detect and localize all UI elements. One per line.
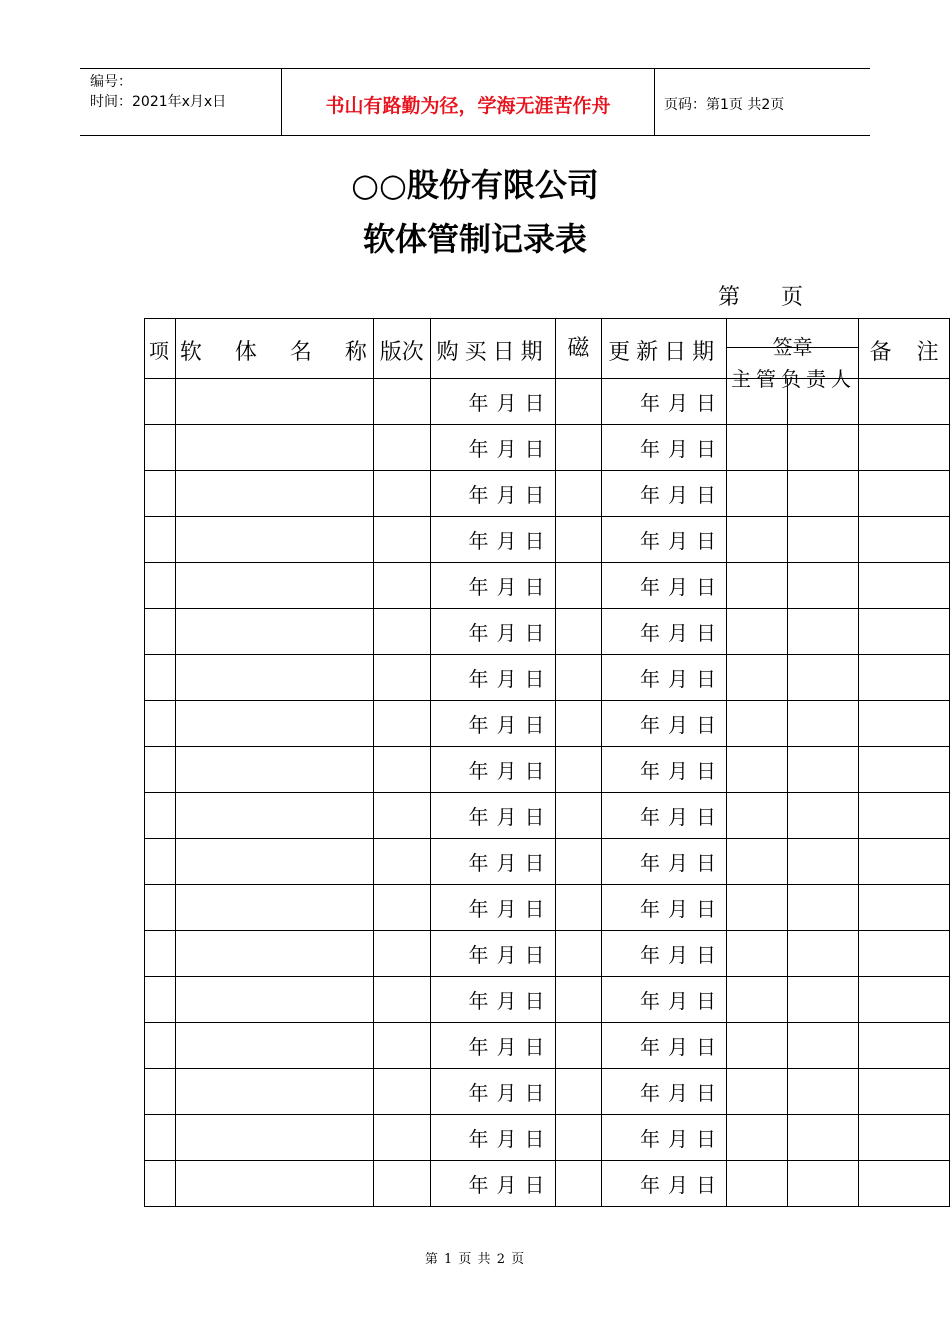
update-date-cell[interactable]: 年月日 [602, 1115, 727, 1161]
update-date-cell[interactable]: 年月日 [602, 839, 727, 885]
purchase-date-cell[interactable]: 年月日 [430, 425, 555, 471]
company-title: ○○股份有限公司 [351, 166, 599, 204]
col-header-software-name: 软 体 名 称 [175, 319, 373, 379]
responsible-signature-cell[interactable] [788, 1069, 859, 1115]
supervisor-signature-cell[interactable] [727, 1161, 788, 1207]
update-date-cell[interactable]: 年月日 [602, 563, 727, 609]
item-cell[interactable] [145, 701, 176, 747]
disk-cell[interactable] [555, 747, 602, 793]
header-meta [90, 72, 226, 112]
purchase-date-cell[interactable]: 年月日 [430, 563, 555, 609]
item-cell[interactable] [145, 517, 176, 563]
page-number-suffix: 页 [781, 285, 805, 310]
disk-cell[interactable] [555, 931, 602, 977]
update-date-cell[interactable]: 年月日 [602, 1069, 727, 1115]
remarks-cell[interactable] [859, 793, 950, 839]
update-date-cell[interactable]: 年月日 [602, 379, 727, 425]
responsible-signature-cell[interactable] [788, 747, 859, 793]
purchase-date-cell[interactable]: 年月日 [430, 701, 555, 747]
disk-cell[interactable] [555, 517, 602, 563]
item-cell[interactable] [145, 977, 176, 1023]
software-name-cell[interactable] [175, 1161, 373, 1207]
disk-cell[interactable] [555, 1115, 602, 1161]
table-row [145, 1069, 950, 1115]
item-cell[interactable] [145, 655, 176, 701]
remarks-cell[interactable] [859, 425, 950, 471]
form-title: 软体管制记录表 [362, 220, 587, 258]
software-name-cell[interactable] [175, 379, 373, 425]
disk-cell[interactable] [555, 793, 602, 839]
software-name-cell[interactable] [175, 609, 373, 655]
update-date-cell[interactable]: 年月日 [602, 1161, 727, 1207]
update-date-cell[interactable]: 年月日 [602, 517, 727, 563]
update-date-cell[interactable]: 年月日 [602, 1023, 727, 1069]
version-cell[interactable] [373, 379, 430, 425]
disk-cell[interactable] [555, 563, 602, 609]
page-number-field [718, 280, 804, 311]
supervisor-signature-cell[interactable] [727, 1115, 788, 1161]
col-header-disk: 磁 [555, 319, 602, 379]
version-cell[interactable] [373, 517, 430, 563]
remarks-cell[interactable] [859, 563, 950, 609]
software-control-table [144, 318, 950, 1207]
version-cell[interactable] [373, 931, 430, 977]
purchase-date-cell[interactable]: 年月日 [430, 517, 555, 563]
remarks-cell[interactable] [859, 1069, 950, 1115]
signature-label: 签章 [772, 335, 813, 359]
item-cell[interactable] [145, 931, 176, 977]
supervisor-signature-cell[interactable] [727, 977, 788, 1023]
purchase-date-cell[interactable]: 年月日 [430, 1023, 555, 1069]
remarks-cell[interactable] [859, 379, 950, 425]
software-name-cell[interactable] [175, 977, 373, 1023]
responsible-signature-cell[interactable] [788, 517, 859, 563]
table-row [145, 793, 950, 839]
supervisor-signature-cell[interactable] [727, 1069, 788, 1115]
remarks-cell[interactable] [859, 609, 950, 655]
page-footer: 第 1 页 共 2 页 [424, 1252, 526, 1267]
table-row [145, 747, 950, 793]
signature-sub-label: 主管负责人 [731, 367, 857, 391]
responsible-signature-cell[interactable] [788, 563, 859, 609]
purchase-date-cell[interactable]: 年月日 [430, 1115, 555, 1161]
table-row [145, 701, 950, 747]
table-row [145, 563, 950, 609]
remarks-cell[interactable] [859, 1161, 950, 1207]
item-cell[interactable] [145, 379, 176, 425]
disk-cell[interactable] [555, 471, 602, 517]
serial-number-label: 编号： [90, 74, 132, 90]
software-name-cell[interactable] [175, 1023, 373, 1069]
purchase-date-cell[interactable]: 年月日 [430, 931, 555, 977]
version-cell[interactable] [373, 1161, 430, 1207]
update-date-cell[interactable]: 年月日 [602, 655, 727, 701]
disk-cell[interactable] [555, 1069, 602, 1115]
supervisor-signature-cell[interactable] [727, 655, 788, 701]
responsible-signature-cell[interactable] [788, 471, 859, 517]
software-name-cell[interactable] [175, 839, 373, 885]
item-cell[interactable] [145, 1023, 176, 1069]
table-row [145, 885, 950, 931]
table-row [145, 839, 950, 885]
purchase-date-cell[interactable]: 年月日 [430, 885, 555, 931]
remarks-cell[interactable] [859, 977, 950, 1023]
supervisor-signature-cell[interactable] [727, 839, 788, 885]
remarks-cell[interactable] [859, 701, 950, 747]
update-date-cell[interactable]: 年月日 [602, 425, 727, 471]
responsible-signature-cell[interactable] [788, 793, 859, 839]
remarks-cell[interactable] [859, 517, 950, 563]
responsible-signature-cell[interactable] [788, 839, 859, 885]
version-cell[interactable] [373, 1069, 430, 1115]
update-date-cell[interactable]: 年月日 [602, 747, 727, 793]
version-cell[interactable] [373, 1115, 430, 1161]
supervisor-signature-cell[interactable] [727, 517, 788, 563]
purchase-date-cell[interactable]: 年月日 [430, 655, 555, 701]
update-date-cell[interactable]: 年月日 [602, 977, 727, 1023]
col-header-update-date: 更新日期 [602, 319, 727, 379]
header-top-rule [80, 68, 870, 69]
remarks-cell[interactable] [859, 1023, 950, 1069]
remarks-cell[interactable] [859, 471, 950, 517]
table-row [145, 977, 950, 1023]
header-divider [654, 68, 655, 135]
table-row [145, 1115, 950, 1161]
software-name-cell[interactable] [175, 1115, 373, 1161]
supervisor-signature-cell[interactable] [727, 609, 788, 655]
responsible-signature-cell[interactable] [788, 1115, 859, 1161]
table-row [145, 655, 950, 701]
supervisor-signature-cell[interactable] [727, 425, 788, 471]
version-cell[interactable] [373, 747, 430, 793]
software-name-cell[interactable] [175, 931, 373, 977]
disk-cell[interactable] [555, 701, 602, 747]
update-date-cell[interactable]: 年月日 [602, 701, 727, 747]
purchase-date-cell[interactable]: 年月日 [430, 1161, 555, 1207]
table-row [145, 517, 950, 563]
table-row [145, 1161, 950, 1207]
purchase-date-cell[interactable]: 年月日 [430, 609, 555, 655]
time-label: 时间：2021年x月x日 [90, 94, 227, 110]
table-row [145, 425, 950, 471]
version-cell[interactable] [373, 471, 430, 517]
item-cell[interactable] [145, 793, 176, 839]
software-name-cell[interactable] [175, 655, 373, 701]
item-cell[interactable] [145, 563, 176, 609]
purchase-date-cell[interactable]: 年月日 [430, 747, 555, 793]
responsible-signature-cell[interactable] [788, 609, 859, 655]
page-number-prefix: 第 [718, 285, 742, 310]
col-header-version: 版次 [373, 319, 430, 379]
software-name-cell[interactable] [175, 563, 373, 609]
col-header-remarks: 备 注 [859, 319, 950, 379]
disk-cell[interactable] [555, 977, 602, 1023]
table-row [145, 931, 950, 977]
col-header-signature [727, 319, 859, 391]
update-date-cell[interactable]: 年月日 [602, 885, 727, 931]
version-cell[interactable] [373, 839, 430, 885]
remarks-cell[interactable] [859, 655, 950, 701]
version-cell[interactable] [373, 885, 430, 931]
signature-divider [727, 347, 858, 348]
responsible-signature-cell[interactable] [788, 977, 859, 1023]
version-cell[interactable] [373, 701, 430, 747]
update-date-cell[interactable]: 年月日 [602, 793, 727, 839]
update-date-cell[interactable]: 年月日 [602, 609, 727, 655]
responsible-signature-cell[interactable] [788, 655, 859, 701]
version-cell[interactable] [373, 563, 430, 609]
purchase-date-cell[interactable]: 年月日 [430, 793, 555, 839]
supervisor-signature-cell[interactable] [727, 701, 788, 747]
item-cell[interactable] [145, 839, 176, 885]
table-row [145, 1023, 950, 1069]
disk-cell[interactable] [555, 425, 602, 471]
header-page-info: 页码：第1页 共2页 [664, 97, 785, 113]
version-cell[interactable] [373, 1023, 430, 1069]
supervisor-signature-cell[interactable] [727, 793, 788, 839]
item-cell[interactable] [145, 609, 176, 655]
supervisor-signature-cell[interactable] [727, 931, 788, 977]
item-cell[interactable] [145, 1115, 176, 1161]
remarks-cell[interactable] [859, 885, 950, 931]
disk-cell[interactable] [555, 885, 602, 931]
purchase-date-cell[interactable]: 年月日 [430, 977, 555, 1023]
disk-cell[interactable] [555, 379, 602, 425]
responsible-signature-cell[interactable] [788, 885, 859, 931]
supervisor-signature-cell[interactable] [727, 563, 788, 609]
item-cell[interactable] [145, 471, 176, 517]
purchase-date-cell[interactable]: 年月日 [430, 1069, 555, 1115]
remarks-cell[interactable] [859, 747, 950, 793]
remarks-cell[interactable] [859, 839, 950, 885]
update-date-cell[interactable]: 年月日 [602, 931, 727, 977]
item-cell[interactable] [145, 747, 176, 793]
responsible-signature-cell[interactable] [788, 425, 859, 471]
disk-cell[interactable] [555, 1161, 602, 1207]
table-row [145, 609, 950, 655]
purchase-date-cell[interactable]: 年月日 [430, 379, 555, 425]
software-name-cell[interactable] [175, 747, 373, 793]
disk-cell[interactable] [555, 609, 602, 655]
table-row [145, 471, 950, 517]
update-date-cell[interactable]: 年月日 [602, 471, 727, 517]
item-cell[interactable] [145, 1161, 176, 1207]
version-cell[interactable] [373, 655, 430, 701]
disk-cell[interactable] [555, 655, 602, 701]
software-name-cell[interactable] [175, 471, 373, 517]
version-cell[interactable] [373, 977, 430, 1023]
version-cell[interactable] [373, 793, 430, 839]
header-bottom-rule [80, 135, 870, 136]
responsible-signature-cell[interactable] [788, 1161, 859, 1207]
responsible-signature-cell[interactable] [788, 701, 859, 747]
remarks-cell[interactable] [859, 1115, 950, 1161]
software-name-cell[interactable] [175, 1069, 373, 1115]
header-slogan: 书山有路勤为径，学海无涯苦作舟 [325, 95, 611, 117]
col-header-item: 项 [145, 319, 176, 379]
supervisor-signature-cell[interactable] [727, 747, 788, 793]
table-header-row [145, 319, 950, 379]
disk-cell[interactable] [555, 839, 602, 885]
item-cell[interactable] [145, 885, 176, 931]
software-name-cell[interactable] [175, 701, 373, 747]
responsible-signature-cell[interactable] [788, 931, 859, 977]
purchase-date-cell[interactable]: 年月日 [430, 839, 555, 885]
item-cell[interactable] [145, 1069, 176, 1115]
software-name-cell[interactable] [175, 885, 373, 931]
disk-cell[interactable] [555, 1023, 602, 1069]
col-header-purchase-date: 购买日期 [430, 319, 555, 379]
software-name-cell[interactable] [175, 425, 373, 471]
supervisor-signature-cell[interactable] [727, 885, 788, 931]
version-cell[interactable] [373, 609, 430, 655]
table-body [145, 379, 950, 1207]
supervisor-signature-cell[interactable] [727, 471, 788, 517]
supervisor-signature-cell[interactable] [727, 1023, 788, 1069]
item-cell[interactable] [145, 425, 176, 471]
purchase-date-cell[interactable]: 年月日 [430, 471, 555, 517]
remarks-cell[interactable] [859, 931, 950, 977]
software-name-cell[interactable] [175, 517, 373, 563]
software-name-cell[interactable] [175, 793, 373, 839]
responsible-signature-cell[interactable] [788, 1023, 859, 1069]
version-cell[interactable] [373, 425, 430, 471]
